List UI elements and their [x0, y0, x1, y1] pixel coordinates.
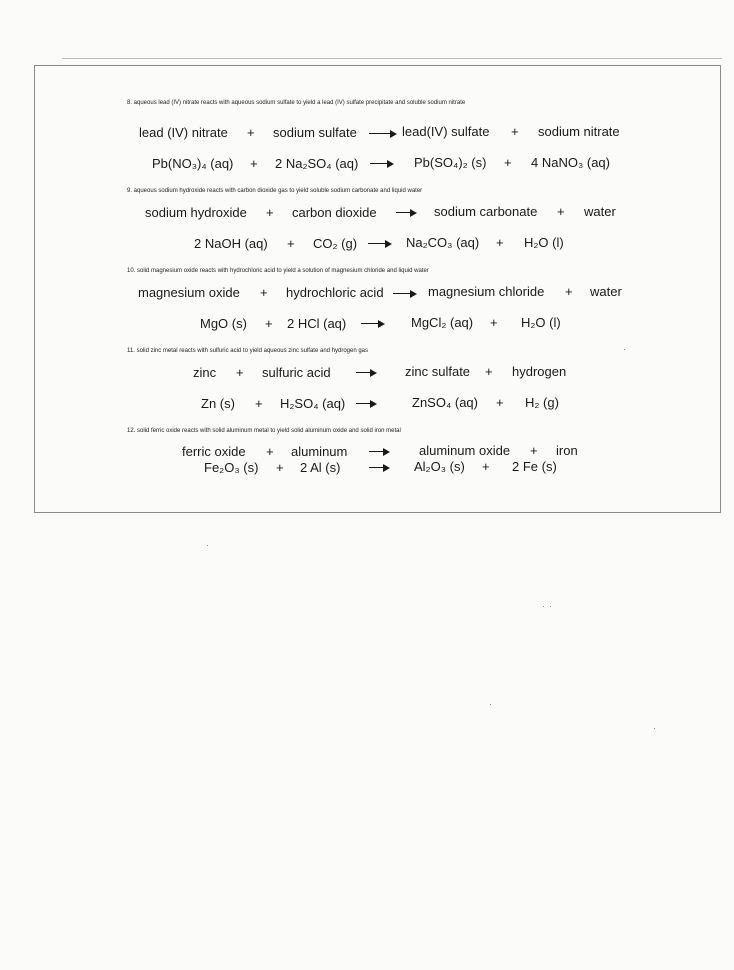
- scan-speck: [624, 349, 625, 350]
- p11-word-product-2: hydrogen: [512, 364, 567, 379]
- p11-word-reactant-1: zinc: [193, 365, 217, 380]
- p9-word-arrow: [396, 208, 417, 218]
- p11-word-arrow: [356, 368, 377, 378]
- p8-word-product-1: lead(IV) sulfate: [402, 124, 490, 139]
- p8-formula-plus-1: +: [250, 156, 258, 171]
- p8-word-reactant-2: sodium sulfate: [273, 125, 357, 140]
- p9-word-plus-2: +: [557, 204, 565, 219]
- p8-formula-arrow: [370, 159, 394, 169]
- p11-word-product-1: zinc sulfate: [405, 364, 471, 379]
- p9-word-product-1: sodium carbonate: [434, 204, 538, 219]
- p11-formula-plus-1: +: [255, 396, 263, 411]
- p9-formula-plus-1: +: [287, 236, 295, 251]
- p12-formula-reactant-2: 2 Al (s): [300, 460, 341, 475]
- p11-formula-plus-2: +: [496, 395, 504, 410]
- p12-formula-product-2: 2 Fe (s): [512, 459, 557, 474]
- p10-word-plus-1: +: [260, 285, 268, 300]
- p12-word-arrow: [369, 447, 390, 457]
- scan-speck: [543, 606, 544, 607]
- p10-word-product-1: magnesium chloride: [428, 284, 545, 299]
- p11-formula-reactant-1: Zn (s): [201, 396, 235, 411]
- p12-word-plus-1: +: [266, 444, 274, 459]
- p9-formula-plus-2: +: [496, 235, 504, 250]
- p8-word-product-2: sodium nitrate: [538, 124, 620, 139]
- p10-formula-plus-1: +: [265, 316, 273, 331]
- p12-formula-arrow: [369, 463, 390, 473]
- p12-formula-reactant-1: Fe₂O₃ (s): [204, 460, 259, 475]
- p8-formula-product-2: 4 NaNO₃ (aq): [531, 155, 610, 170]
- p10-word-reactant-1: magnesium oxide: [138, 285, 240, 300]
- p10-formula-plus-2: +: [490, 315, 498, 330]
- p11-formula-product-1: ZnSO₄ (aq): [412, 395, 478, 410]
- p11-word-plus-2: +: [485, 364, 493, 379]
- p8-word-arrow: [369, 129, 397, 139]
- p8-formula-product-1: Pb(SO₄)₂ (s): [414, 155, 487, 170]
- p9-word-plus-1: +: [266, 205, 274, 220]
- problem-12-prompt: 12. solid ferric oxide reacts with solid aluminum metal to yield solid aluminum oxide and solid iron metal: [127, 428, 401, 434]
- p9-formula-product-1: Na₂CO₃ (aq): [406, 235, 480, 250]
- p11-formula-product-2: H₂ (g): [525, 395, 559, 410]
- p8-word-reactant-1: lead (IV) nitrate: [139, 125, 228, 140]
- p8-formula-plus-2: +: [504, 155, 512, 170]
- p10-word-arrow: [393, 289, 417, 299]
- p12-formula-plus-2: +: [482, 459, 490, 474]
- p11-word-reactant-2: sulfuric acid: [262, 365, 331, 380]
- p12-formula-product-1: Al₂O₃ (s): [414, 459, 465, 474]
- problem-10-prompt: 10. solid magnesium oxide reacts with hydrochloric acid to yield a solution of magnesium chloride and liquid water: [127, 268, 429, 274]
- p8-formula-reactant-2: 2 Na₂SO₄ (aq): [275, 156, 359, 171]
- p10-word-product-2: water: [590, 284, 622, 299]
- p12-word-plus-2: +: [530, 443, 538, 458]
- p8-word-plus-1: +: [247, 125, 255, 140]
- problem-9-prompt: 9. aqueous sodium hydroxide reacts with carbon dioxide gas to yield soluble sodium carbonate and liquid water: [127, 188, 423, 194]
- p8-formula-reactant-1: Pb(NO₃)₄ (aq): [152, 156, 234, 171]
- p10-formula-arrow: [361, 319, 385, 329]
- problem-11-prompt: 11. solid zinc metal reacts with sulfuric acid to yield aqueous zinc sulfate and hydrogen gas: [127, 348, 369, 354]
- p12-word-reactant-1: ferric oxide: [182, 444, 246, 459]
- p10-formula-product-2: H₂O (l): [521, 315, 561, 330]
- p10-formula-reactant-2: 2 HCl (aq): [287, 316, 347, 331]
- scan-speck: [550, 606, 551, 607]
- p9-formula-product-2: H₂O (l): [524, 235, 564, 250]
- p12-word-reactant-2: aluminum: [291, 444, 348, 459]
- p10-formula-product-1: MgCl₂ (aq): [411, 315, 474, 330]
- p10-word-reactant-2: hydrochloric acid: [286, 285, 384, 300]
- p9-word-product-2: water: [584, 204, 616, 219]
- p10-word-plus-2: +: [565, 284, 573, 299]
- scan-speck: [654, 728, 655, 729]
- p10-formula-reactant-1: MgO (s): [200, 316, 247, 331]
- p12-formula-plus-1: +: [276, 460, 284, 475]
- p9-formula-reactant-1: 2 NaOH (aq): [194, 236, 268, 251]
- p11-formula-arrow: [356, 399, 377, 409]
- p8-word-plus-2: +: [511, 124, 519, 139]
- scan-speck: [490, 704, 491, 705]
- p9-formula-arrow: [368, 239, 392, 249]
- p9-formula-reactant-2: CO₂ (g): [313, 236, 358, 251]
- scan-speck: [207, 545, 208, 546]
- p12-word-product-2: iron: [556, 443, 578, 458]
- problem-8-prompt: 8. aqueous lead (IV) nitrate reacts with aqueous sodium sulfate to yield a lead (IV) sulfate precipitate and soluble sodium nitrate: [127, 100, 466, 106]
- p11-word-plus-1: +: [236, 365, 244, 380]
- p12-word-product-1: aluminum oxide: [419, 443, 511, 458]
- p9-word-reactant-2: carbon dioxide: [292, 205, 377, 220]
- p9-word-reactant-1: sodium hydroxide: [145, 205, 247, 220]
- page-top-rule: [62, 58, 722, 59]
- p11-formula-reactant-2: H₂SO₄ (aq): [280, 396, 346, 411]
